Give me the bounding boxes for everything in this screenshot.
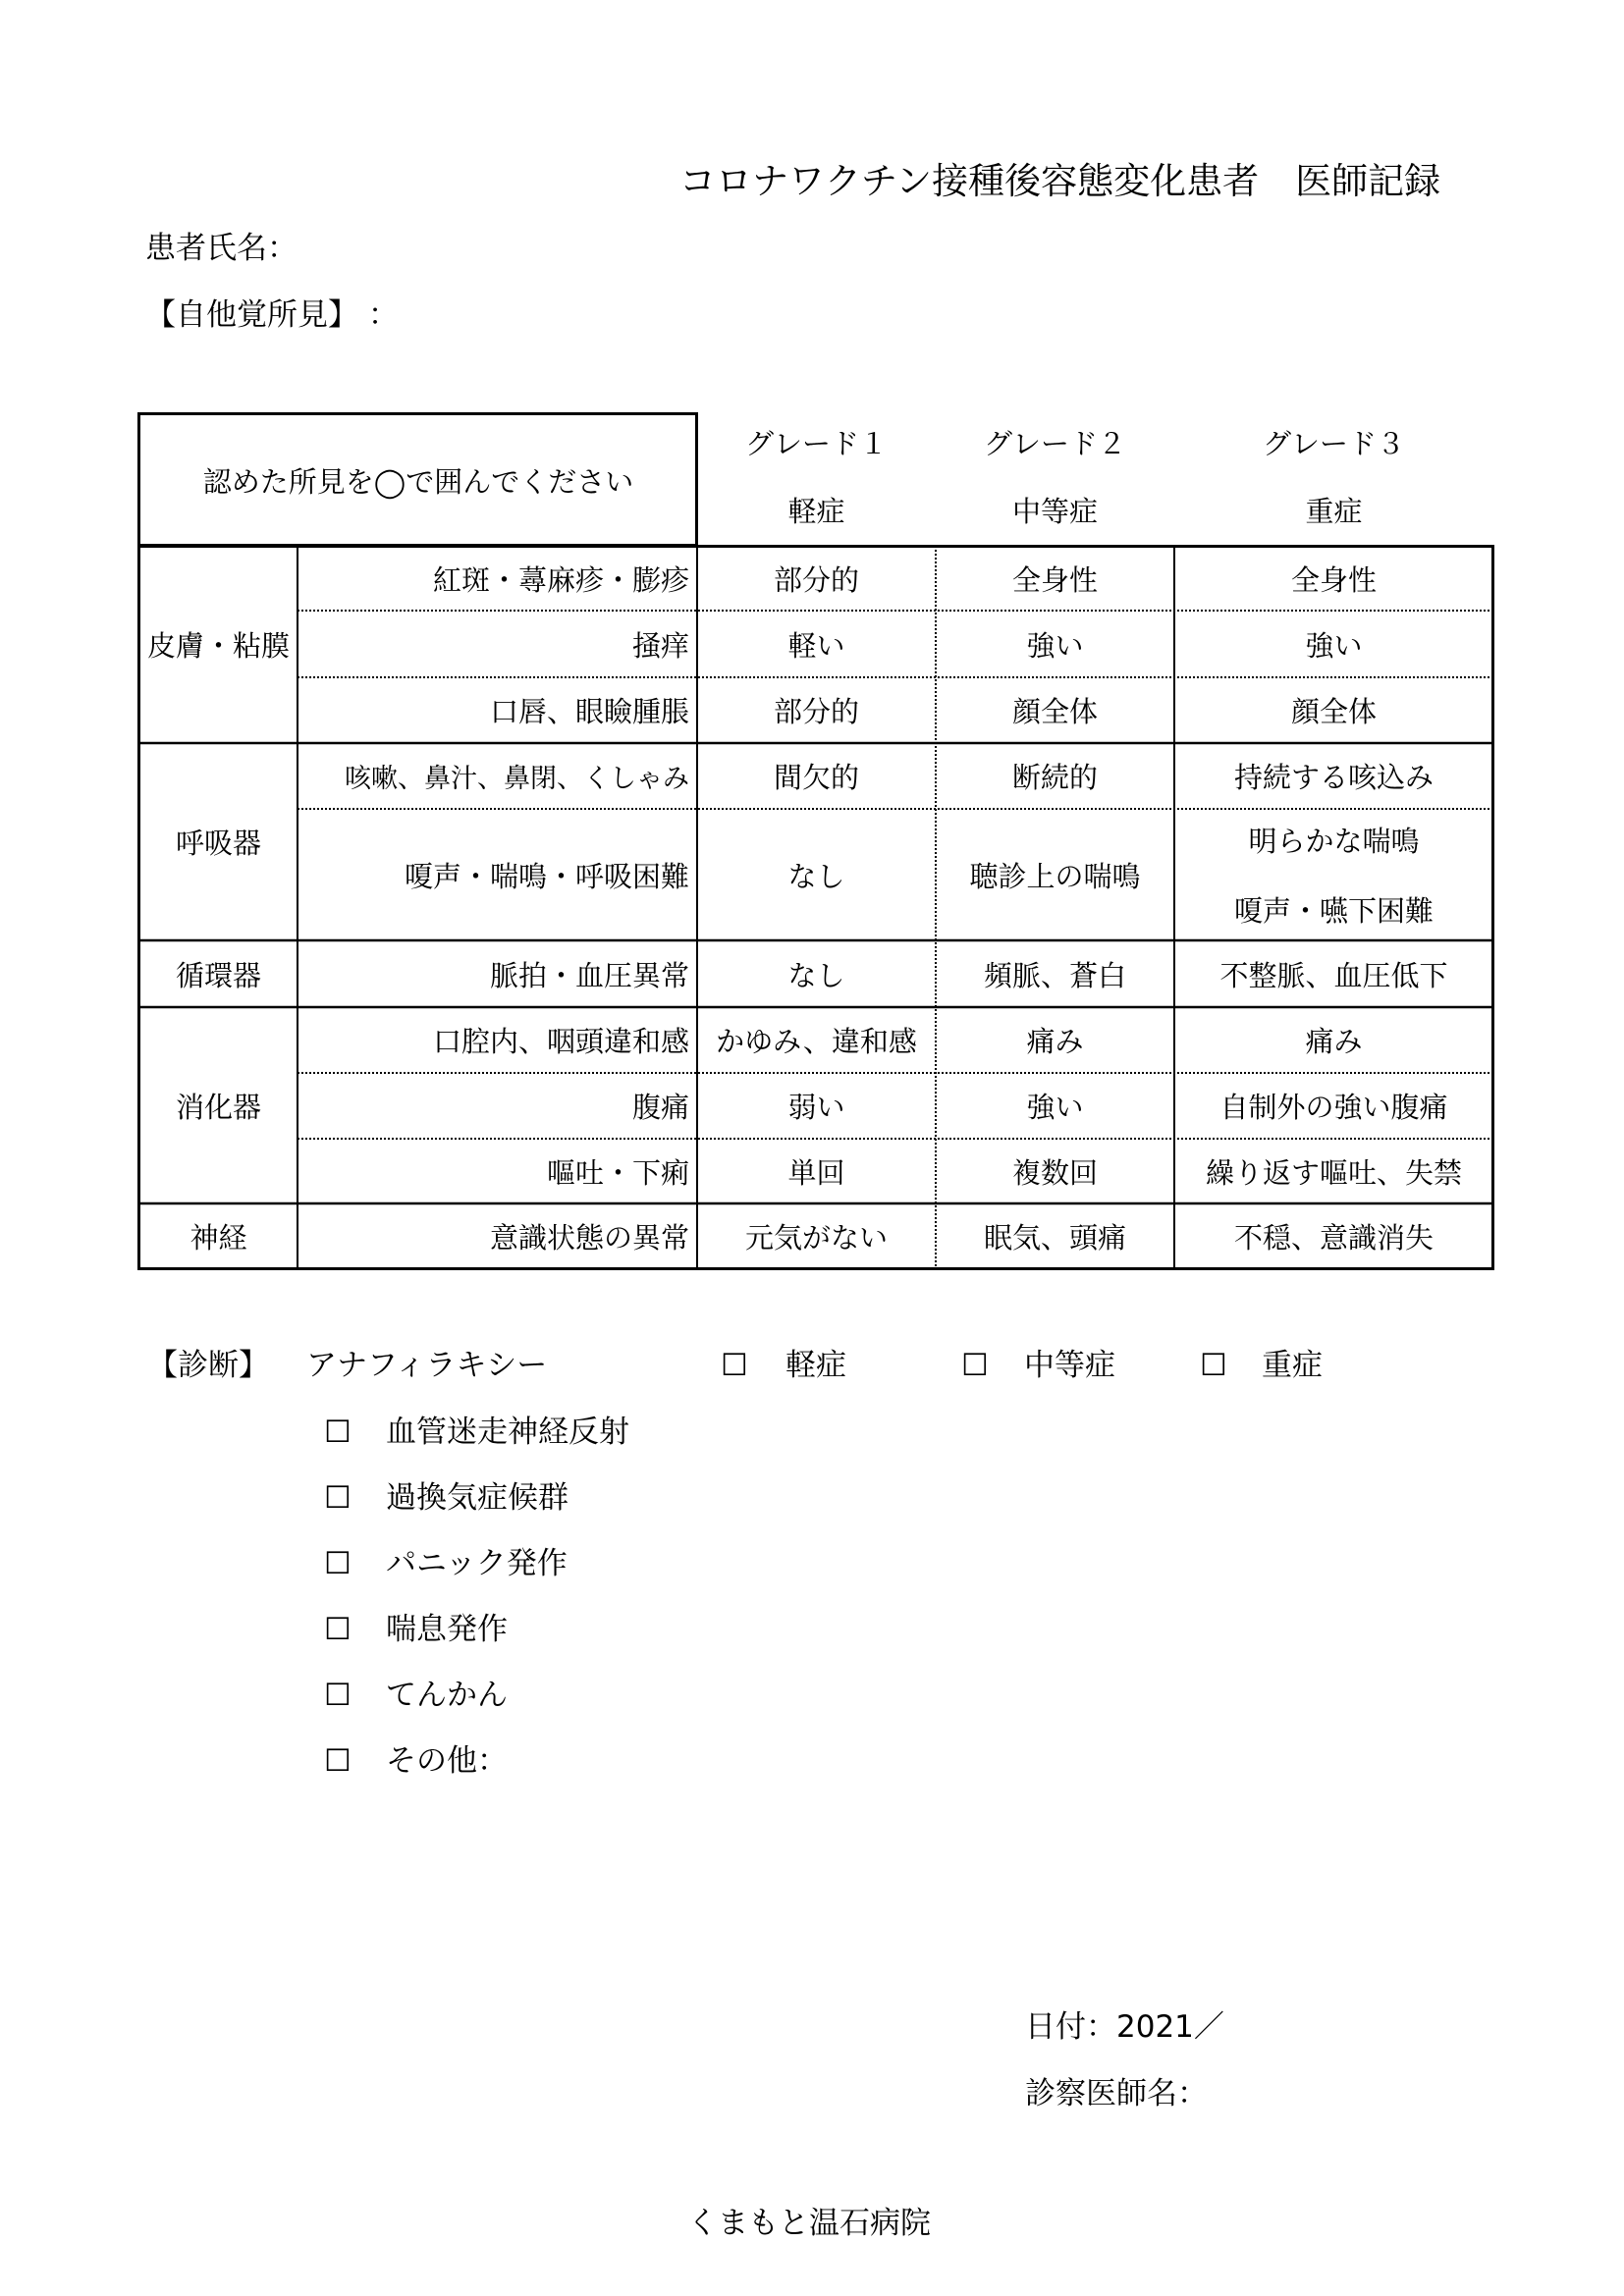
option-panic: パニック発作 [386, 1546, 568, 1581]
symptom-cell: 腹痛 [631, 1091, 689, 1124]
grade-cell-line: 明らかな喘鳴 [1248, 825, 1420, 858]
grade-1-header: グレード１ [744, 426, 888, 460]
grade-cell: 眠気、頭痛 [983, 1221, 1126, 1255]
grade-cell: 強い [1305, 628, 1363, 663]
grade-cell-multiline [1174, 809, 1493, 940]
grade-cell: 部分的 [773, 562, 859, 597]
symptom-cell: 口唇、眼瞼腫脹 [489, 695, 689, 728]
findings-label: 【自他覚所見】 ： [145, 297, 399, 333]
diagnosis-label: 【診断】 [147, 1348, 269, 1383]
grade-cell: 強い [1026, 628, 1084, 663]
grade-cell: 複数回 [1011, 1155, 1098, 1190]
grade-cell-line: 嗄声・嚥下困難 [1233, 894, 1434, 928]
grade-cell: 単回 [787, 1155, 845, 1190]
grade-cell: 自制外の強い腹痛 [1219, 1091, 1448, 1124]
grade-cell: 強い [1026, 1091, 1084, 1124]
symptom-cell: 紅斑・蕁麻疹・膨疹 [432, 562, 689, 597]
grade-cell: 全身性 [1011, 562, 1098, 597]
grade-3-severity: 重症 [1305, 494, 1363, 528]
checkbox-epilepsy[interactable]: ☐ [324, 1678, 352, 1713]
symptom-cell: 脈拍・血圧異常 [489, 958, 689, 992]
option-vasovagal: 血管迷走神経反射 [386, 1415, 629, 1450]
grade-cell: 弱い [787, 1091, 845, 1124]
table-instruction: 認めた所見を◯で囲んでください [202, 464, 634, 499]
grade-cell: 繰り返す嘔吐、失禁 [1205, 1155, 1462, 1190]
grade-2-header: グレード２ [983, 426, 1126, 460]
option-other: その他： [386, 1743, 508, 1779]
grade-cell: 持続する咳込み [1233, 761, 1434, 794]
grade-cell: 痛み [1026, 1025, 1084, 1058]
grade-cell: 顔全体 [1011, 695, 1098, 728]
grade-cell: 不穏、意識消失 [1233, 1221, 1434, 1255]
grade-cell: 部分的 [773, 695, 859, 728]
severity-moderate-label: 中等症 [1024, 1348, 1115, 1383]
grade-cell: 痛み [1305, 1025, 1363, 1058]
grade-cell: 間欠的 [773, 761, 859, 794]
grade-cell: なし [787, 859, 845, 893]
severity-severe-label: 重症 [1262, 1348, 1323, 1383]
checkbox-hyperventilation[interactable]: ☐ [324, 1480, 352, 1516]
checkbox-asthma[interactable]: ☐ [324, 1612, 352, 1647]
page-title: コロナワクチン接種後容態変化患者 医師記録 [679, 160, 1441, 202]
grade-cell: 断続的 [1011, 761, 1098, 794]
checkbox-panic[interactable]: ☐ [324, 1546, 352, 1581]
symptom-cell: 嗄声・喘鳴・呼吸困難 [404, 859, 689, 893]
checkbox-moderate[interactable]: ☐ [961, 1348, 989, 1383]
grade-cell: 元気がない [744, 1221, 888, 1255]
patient-name-label: 患者氏名： [145, 231, 298, 266]
grade-cell: 不整脈、血圧低下 [1219, 958, 1448, 992]
symptom-cell: 口腔内、咽頭違和感 [432, 1025, 689, 1058]
symptom-cell: 掻痒 [631, 628, 689, 663]
grade-cell: 全身性 [1290, 562, 1377, 597]
category-neuro: 神経 [189, 1221, 247, 1255]
checkbox-other[interactable]: ☐ [324, 1743, 352, 1779]
grade-3-header: グレード３ [1262, 426, 1405, 460]
checkbox-severe[interactable]: ☐ [1200, 1348, 1227, 1383]
grade-cell: かゆみ、違和感 [716, 1025, 917, 1058]
grade-cell: 聴診上の喘鳴 [969, 859, 1141, 893]
grade-cell: なし [787, 958, 845, 992]
doctor-name-label: 診察医師名： [1025, 2076, 1208, 2111]
category-skin: 皮膚・粘膜 [146, 629, 290, 663]
date-label: 日付：2021／ [1025, 2009, 1224, 2045]
grade-cell: 頻脈、蒼白 [983, 958, 1126, 992]
grade-2-severity: 中等症 [1011, 494, 1098, 528]
symptom-cell: 意識状態の異常 [489, 1221, 689, 1255]
anaphylaxis-label: アナフィラキシー [306, 1348, 548, 1383]
symptom-cell: 咳嗽、鼻汁、鼻閉、くしゃみ [345, 764, 689, 794]
option-hyperventilation: 過換気症候群 [386, 1480, 568, 1516]
category-circulatory: 循環器 [175, 958, 261, 992]
severity-mild-label: 軽症 [785, 1348, 846, 1383]
grade-cell: 軽い [787, 628, 845, 663]
category-digestive: 消化器 [175, 1090, 261, 1124]
hospital-name: くまもと温石病院 [687, 2206, 931, 2241]
checkbox-vasovagal[interactable]: ☐ [324, 1415, 352, 1450]
grade-cell: 顔全体 [1290, 695, 1377, 728]
grade-1-severity: 軽症 [787, 494, 845, 528]
checkbox-mild[interactable]: ☐ [721, 1348, 748, 1383]
option-epilepsy: てんかん [386, 1678, 508, 1713]
option-asthma: 喘息発作 [386, 1612, 508, 1647]
category-respiratory: 呼吸器 [175, 827, 261, 860]
symptom-cell: 嘔吐・下痢 [546, 1155, 689, 1190]
